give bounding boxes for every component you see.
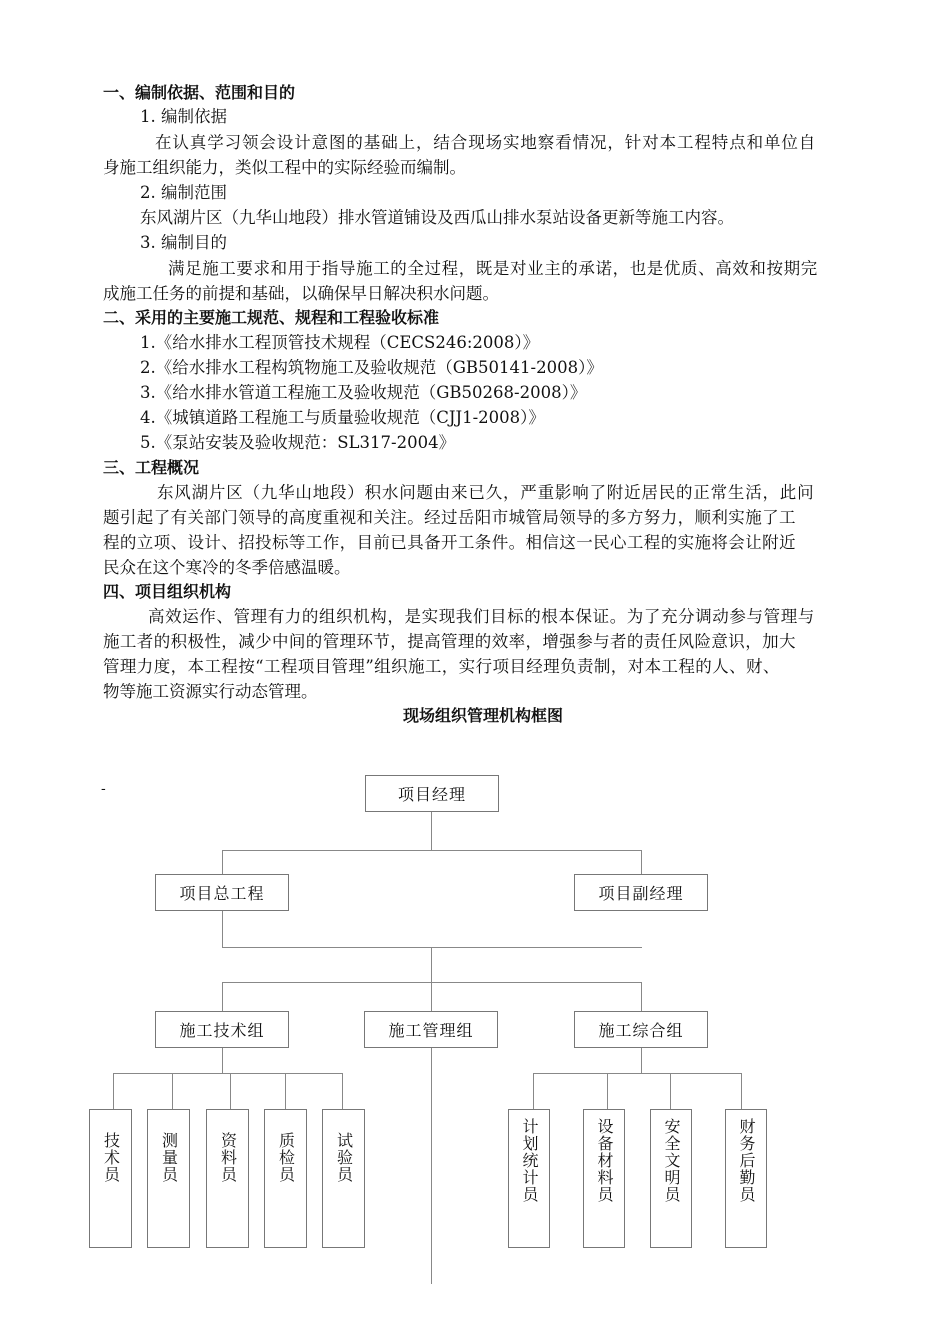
general-member-box <box>508 1109 550 1248</box>
section-1-item-1-label: 1. 编制依据 <box>140 107 227 126</box>
section-4-paragraph-line: 管理力度，本工程按“工程项目管理”组织施工，实行项目经理负责制，对本工程的人、财、 <box>103 657 780 676</box>
section-4-paragraph-line: 施工者的积极性，减少中间的管理环节，提高管理的效率，增强参与者的责任风险意识，加大 <box>103 632 796 651</box>
member-label: 设备材料员 <box>595 1118 614 1203</box>
project-manager-box: 项目经理 <box>365 775 499 812</box>
section-4-heading: 四、项目组织机构 <box>103 582 232 601</box>
deputy-manager-box: 项目副经理 <box>574 874 708 911</box>
section-1-heading: 一、编制依据、范围和目的 <box>103 83 296 102</box>
standard-item: 2.《给水排水工程构筑物施工及验收规范（GB50141-2008）》 <box>140 358 603 377</box>
section-3-paragraph-line: 程的立项、设计、招投标等工作，目前已具备开工条件。相信这一民心工程的实施将会让附近 <box>103 533 796 552</box>
tech-member-box <box>89 1109 132 1248</box>
member-label: 质检员 <box>276 1132 296 1183</box>
tech-member-box <box>322 1109 365 1248</box>
standard-item: 3.《给水排水管道工程施工及验收规范（GB50268-2008）》 <box>140 383 587 402</box>
section-4-paragraph-line: 高效运作、管理有力的组织机构，是实现我们目标的根本保证。为了充分调动参与管理与 <box>148 607 815 626</box>
section-1-item-3-label: 3. 编制目的 <box>140 233 227 252</box>
section-3-paragraph-line: 东风湖片区（九华山地段）积水问题由来已久，严重影响了附近居民的正常生活，此问 <box>157 483 815 502</box>
member-label: 测量员 <box>159 1132 179 1183</box>
tech-member-box <box>206 1109 249 1248</box>
standard-item: 1.《给水排水工程顶管技术规程（CECS246:2008）》 <box>140 333 540 352</box>
chief-engineer-box: 项目总工程 <box>155 874 289 911</box>
section-3-heading: 三、工程概况 <box>103 458 200 477</box>
member-label: 技术员 <box>101 1132 121 1183</box>
section-1-item-3-text-a: 满足施工要求和用于指导施工的全过程，既是对业主的承诺，也是优质、高效和按期完 <box>168 259 818 278</box>
section-2-heading: 二、采用的主要施工规范、规程和工程验收标准 <box>103 308 440 327</box>
org-chart-title: 现场组织管理机构框图 <box>403 706 564 725</box>
general-member-box <box>725 1109 767 1248</box>
general-group-box: 施工综合组 <box>574 1011 708 1048</box>
general-member-box <box>583 1109 625 1248</box>
section-3-paragraph-line: 民众在这个寒冷的冬季倍感温暖。 <box>103 558 351 577</box>
member-label: 财务后勤员 <box>737 1118 756 1203</box>
management-group-box: 施工管理组 <box>364 1011 498 1048</box>
section-4-paragraph-line: 物等施工资源实行动态管理。 <box>103 682 318 701</box>
member-label: 安全文明员 <box>662 1118 681 1203</box>
standard-item: 4.《城镇道路工程施工与质量验收规范（CJJ1-2008）》 <box>140 408 545 427</box>
stray-dash: - <box>101 781 106 797</box>
general-member-box <box>650 1109 692 1248</box>
member-label: 计划统计员 <box>520 1118 539 1203</box>
section-3-paragraph-line: 题引起了有关部门领导的高度重视和关注。经过岳阳市城管局领导的多方努力，顺利实施了工 <box>103 508 796 527</box>
section-1-item-3-text-b: 成施工任务的前提和基础，以确保早日解决积水问题。 <box>103 284 499 303</box>
tech-member-box <box>264 1109 307 1248</box>
standard-item: 5.《泵站安装及验收规范：SL317-2004》 <box>140 433 456 452</box>
section-1-item-2-label: 2. 编制范围 <box>140 183 227 202</box>
section-1-item-1-text-a: 在认真学习领会设计意图的基础上，结合现场实地察看情况，针对本工程特点和单位自 <box>155 133 817 152</box>
member-label: 资料员 <box>218 1132 238 1183</box>
section-1-item-2-text: 东风湖片区（九华山地段）排水管道铺设及西瓜山排水泵站设备更新等施工内容。 <box>140 208 734 227</box>
section-1-item-1-text-b: 身施工组织能力，类似工程中的实际经验而编制。 <box>103 158 466 177</box>
tech-group-box: 施工技术组 <box>155 1011 289 1048</box>
tech-member-box <box>147 1109 190 1248</box>
member-label: 试验员 <box>334 1132 354 1183</box>
